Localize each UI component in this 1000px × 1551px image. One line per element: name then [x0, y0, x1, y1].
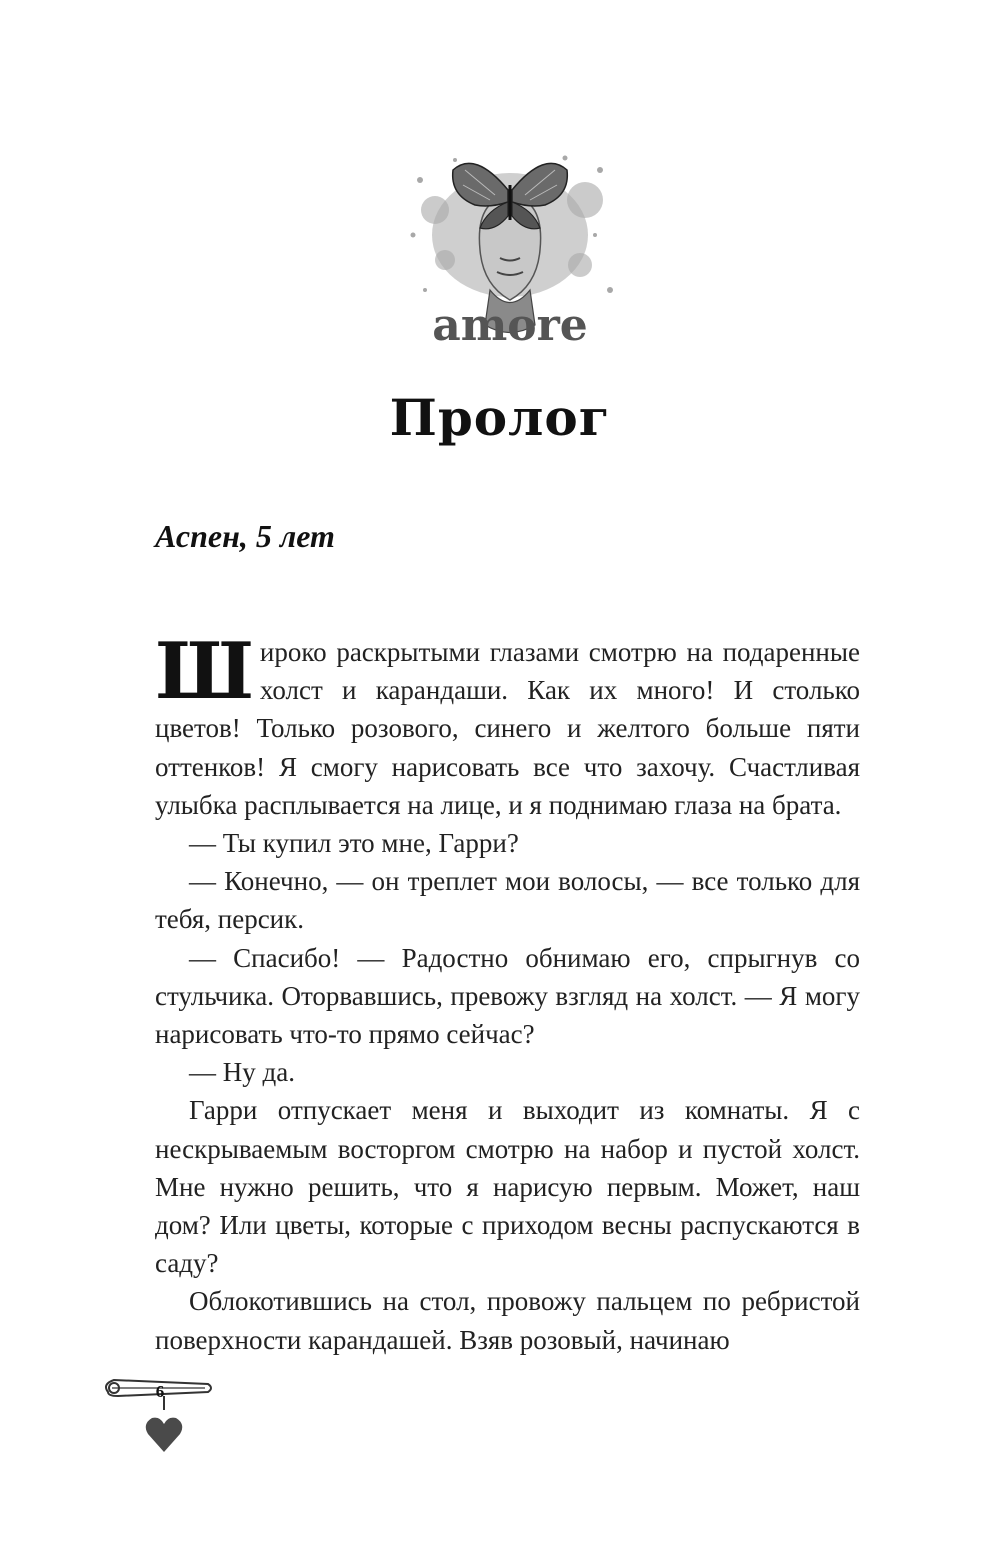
page-number: 6 [155, 1382, 165, 1401]
logo-text: amore [432, 300, 588, 351]
drop-cap: Ш [155, 626, 254, 717]
paragraph: — Конечно, — он треплет мои волосы, — все только для тебя, персик. [155, 866, 860, 935]
paragraph: — Ну да. [189, 1057, 295, 1088]
paragraph: Широко раскрытыми глазами смотрю на подаренные холст и карандаши. Как их много! И столько цветов! Только розового, синего и желтого больше пяти оттенков! Я смогу нарисовать все что захочу. Счастливая улыбка расплывается на лице, и я поднимаю глаза на брата. [155, 626, 860, 820]
butterfly-face-emblem-icon [395, 140, 625, 360]
section-subheading: Аспен, 5 лет [155, 518, 335, 554]
chapter-title: Пролог [389, 388, 611, 447]
body-text [155, 626, 860, 1359]
safety-pin-heart-icon [100, 1362, 215, 1457]
paragraph: — Спасибо! — Радостно обнимаю его, спрыгнув со стульчика. Оторвавшись, превожу взгляд на холст. — Я могу нарисовать что-то прямо сейчас? [155, 942, 860, 1050]
paragraph: Облокотившись на стол, провожу пальцем по ребристой поверхности карандашей. Взяв розовый, начинаю [155, 1286, 860, 1355]
paragraph: — Ты купил это мне, Гарри? [189, 828, 519, 859]
paragraph: Гарри отпускает меня и выходит из комнаты. Я с нескрываемым восторгом смотрю на набор и пустой холст. Мне нужно решить, что я нарисую первым. Может, наш дом? Или цветы, которые с приходом весны распускаются в саду? [155, 1095, 860, 1279]
